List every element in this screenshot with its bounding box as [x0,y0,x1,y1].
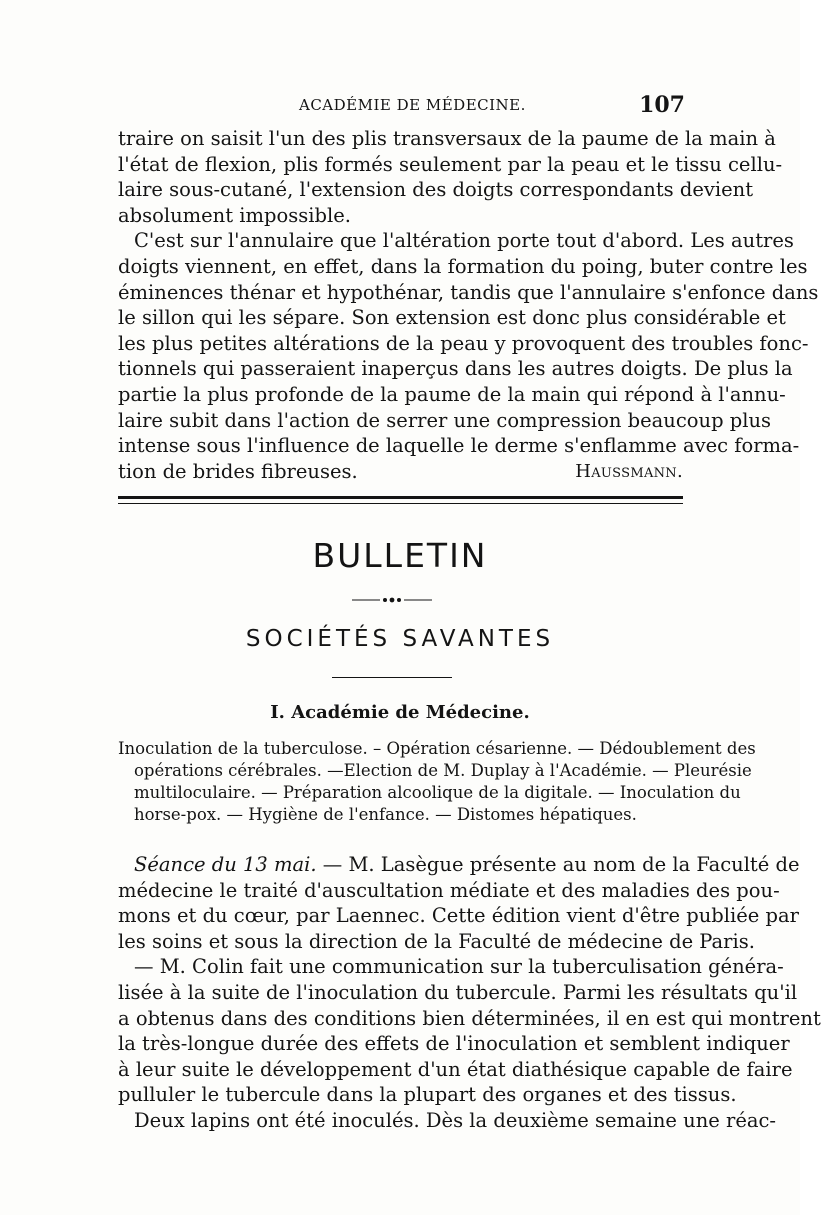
text-line: a obtenus dans des conditions bien déterminées, il en est qui montrent [118,1006,821,1030]
text-line: médecine le traité d'auscultation médiate et des maladies des pou- [118,878,780,902]
text-line: Deux lapins ont été inoculés. Dès la deuxième semaine une réac- [134,1108,776,1132]
section-summary [118,738,756,826]
text-line-with-signature [118,459,683,485]
societies-title: SOCIÉTÉS SAVANTES [245,626,555,652]
text-line: tionnels qui passeraient inaperçus dans les autres doigts. De plus la [118,357,793,381]
text-line: la très-longue durée des effets de l'inoculation et semblent indiquer [118,1032,790,1056]
text-line: à leur suite le développement d'un état diathésique capable de faire [118,1057,793,1081]
text-line: les plus petites altérations de la peau y provoquent des troubles fonc- [118,331,809,355]
short-rule [332,677,452,678]
thick-rule [118,496,683,499]
text-line: éminences thénar et hypothénar, tandis que l'annulaire s'enfonce dans [118,280,819,304]
text-line: tion de brides fibreuses. [118,459,358,483]
running-head-title: ACADÉMIE DE MÉDECINE. [299,96,526,114]
text-line [118,852,800,878]
author-signature: Haussmann. [575,460,683,482]
text-line: mons et du cœur, par Laennec. Cette édition vient d'être publiée par [118,904,799,928]
text-line: — M. Colin fait une communication sur la tuberculisation généra- [134,955,784,979]
seance-date: Séance du 13 mai. [134,853,317,876]
summary-line: multiloculaire. — Préparation alcoolique de la digitale. — Inoculation du [134,783,741,802]
thin-rule [118,503,683,504]
text-line: l'état de flexion, plis formés seulement par la peau et le tissu cellu- [118,152,783,176]
ornament-divider [352,597,432,603]
text-line: intense sous l'influence de laquelle le derme s'enflamme avec forma- [118,434,800,458]
text-line: partie la plus profonde de la paume de la main qui répond à l'annu- [118,382,786,406]
summary-line: Inoculation de la tuberculose. – Opération césarienne. — Dédoublement des [118,739,756,758]
summary-line: horse-pox. — Hygiène de l'enfance. — Distomes hépatiques. [134,805,637,824]
running-head [115,92,685,120]
text-line: lisée à la suite de l'inoculation du tubercule. Parmi les résultats qu'il [118,980,798,1004]
seance-text [118,852,821,1134]
seance-intro: — M. Lasègue présente au nom de la Faculté de [316,853,800,876]
text-line: traire on saisit l'un des plis transversaux de la paume de la main à [118,127,776,150]
text-line: laire sous-cutané, l'extension des doigts correspondants devient [118,178,754,202]
text-line: le sillon qui les sépare. Son extension est donc plus considérable et [118,306,786,330]
text-line: les soins et sous la direction de la Faculté de médecine de Paris. [118,929,755,953]
text-line: C'est sur l'annulaire que l'altération porte tout d'abord. Les autres [134,229,794,253]
bulletin-title: BULLETIN [312,536,488,575]
section-heading: I. Académie de Médecine. [270,702,530,723]
summary-line: opérations cérébrales. —Election de M. Duplay à l'Académie. — Pleurésie [134,761,752,780]
text-line: pulluler le tubercule dans la plupart des organes et des tissus. [118,1083,737,1107]
text-line: doigts viennent, en effet, dans la formation du poing, buter contre les [118,254,808,278]
continuation-text [118,126,819,484]
text-line: absolument impossible. [118,203,351,227]
text-line: laire subit dans l'action de serrer une compression beaucoup plus [118,408,772,432]
page-number: 107 [639,92,685,118]
